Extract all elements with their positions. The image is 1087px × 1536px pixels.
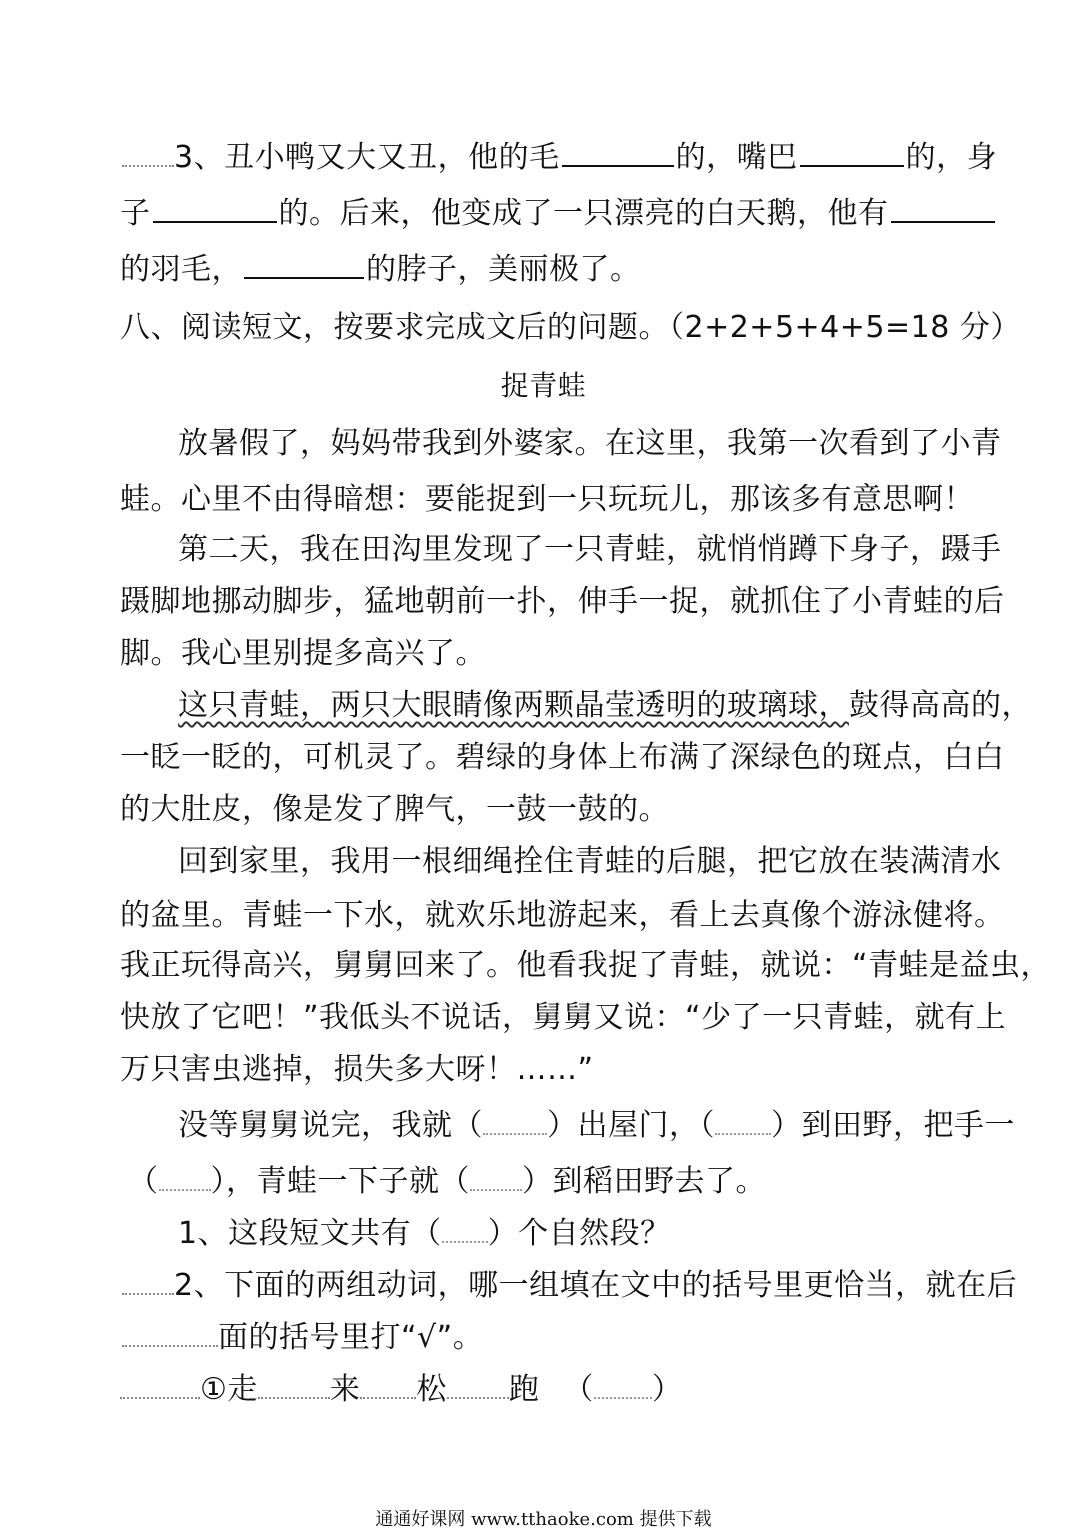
text-line: 的大肚皮，像是发了脾气，一鼓一鼓的。 [120,792,669,827]
answer-blank[interactable] [800,139,904,167]
paragraph-2-line-1 [0,530,1087,570]
option-paren-close: ） [651,1372,683,1407]
text-line: 第二天，我在田沟里发现了一只青蛙，就悄悄蹲下身子，蹑手 [178,532,1002,567]
q1-text-a: 1、这段短文共有（ [178,1216,442,1251]
answer-blank[interactable] [153,195,277,223]
paragraph-1-line-2 [0,480,1087,520]
text-line: ）到稻田野去了。 [522,1164,766,1199]
q3-text-b: 的，嘴巴 [675,140,798,175]
text-line: 的盆里。青蛙一下水，就欢乐地游起来，看上去真像个游泳健将。 [120,898,1005,933]
check-blank[interactable] [594,1377,652,1399]
paragraph-2-line-3 [0,634,1087,674]
spacer-dots [258,1373,330,1399]
indent-dots [122,1321,218,1347]
question-3-line-1 [0,138,1087,178]
text-line: 脚。我心里别提多高兴了。 [120,636,486,671]
story-title [0,366,1087,406]
option-word: 来 [329,1372,361,1407]
text-line: ），青蛙一下子就（ [210,1164,470,1199]
story-title-text: 捉青蛙 [500,369,587,402]
paragraph-3-line-1 [0,686,1087,726]
answer-blank[interactable] [562,139,674,167]
q3-text-d: 子 [120,196,151,231]
paren-blank[interactable] [470,1169,522,1191]
paragraph-2-line-2 [0,582,1087,622]
text-line: （ [128,1164,159,1199]
paragraph-5-line-2 [0,1162,1087,1202]
paragraph-4-line-3 [0,946,1087,986]
paragraph-3-line-3 [0,790,1087,830]
paren-blank[interactable] [483,1113,547,1135]
option-1 [0,1370,1087,1410]
indent-dots [122,1269,174,1295]
paren-blank[interactable] [715,1113,771,1135]
q2-text: 面的括号里打“√”。 [218,1320,484,1355]
paragraph-4-line-2 [0,896,1087,936]
q3-text-f: 的羽毛， [120,252,242,287]
text-line: 回到家里，我用一根细绳拴住青蛙的后腿，把它放在装满清水 [178,844,1002,879]
option-word: ①走 [200,1372,258,1407]
paragraph-4-line-4 [0,998,1087,1038]
q3-text-a: 3、丑小鸭又大又丑，他的毛 [174,140,560,175]
spacer-dots [360,1373,416,1399]
question-3-line-3 [0,250,1087,290]
option-word: 跑 [508,1372,540,1407]
answer-blank[interactable] [891,195,995,223]
text-line: 我正玩得高兴，舅舅回来了。他看我捉了青蛙，就说：“青蛙是益虫， [120,948,1052,983]
option-word: 松 [416,1372,447,1407]
question-3-line-2 [0,194,1087,234]
text-line: 蛙。心里不由得暗想：要能捉到一只玩玩儿，那该多有意思啊！ [120,482,974,517]
text-line: 没等舅舅说完，我就（ [178,1108,483,1143]
paragraph-3-line-2 [0,738,1087,778]
text-line: ）到田野，把手一 [771,1108,1015,1143]
q3-text-e: 的。后来，他变成了一只漂亮的白天鹅，他有 [278,196,889,231]
q3-text-g: 的脖子，美丽极了。 [366,252,641,287]
question-2-line-1 [0,1266,1087,1306]
question-2-line-2 [0,1318,1087,1358]
text-line: 蹑脚地挪动脚步，猛地朝前一扑，伸手一捉，就抓住了小青蛙的后 [120,584,1005,619]
underlined-sentence: 这只青蛙，两只大眼睛像两颗晶莹透明的玻璃球， [178,688,849,723]
indent-dots [122,141,174,167]
option-paren-open: （ [563,1372,594,1407]
paragraph-4-line-1 [0,842,1087,882]
paragraph-4-line-5 [0,1050,1087,1090]
paragraph-1-line-1 [0,424,1087,464]
text-line: 一眨一眨的，可机灵了。碧绿的身体上布满了深绿色的斑点，白白 [120,740,1005,775]
text-line: ）出屋门，（ [547,1108,715,1143]
text-line: 万只害虫逃掉，损失多大呀！……” [120,1052,594,1087]
spacer-dots [447,1373,509,1399]
paragraph-5-line-1 [0,1106,1087,1146]
section-8-heading [0,308,1087,348]
section-heading-text: 八、阅读短文，按要求完成文后的问题。（2+2+5+4+5=18 分） [120,310,1021,345]
text-line: 快放了它吧！”我低头不说话，舅舅又说：“少了一只青蛙，就有上 [120,1000,1007,1035]
text-line: 放暑假了，妈妈带我到外婆家。在这里，我第一次看到了小青 [178,426,1002,461]
question-1 [0,1214,1087,1254]
indent-dots [120,1373,200,1399]
page-footer: 通通好课网 www.tthaoke.com 提供下载 [375,1509,712,1530]
q3-text-c: 的，身 [905,140,998,175]
answer-blank[interactable] [244,251,364,279]
paren-blank[interactable] [159,1169,211,1191]
q1-text-b: ）个自然段？ [487,1216,671,1251]
text-line: 鼓得高高的， [849,688,1032,723]
q2-text: 2、下面的两组动词，哪一组填在文中的括号里更恰当，就在后 [174,1268,1018,1303]
paren-blank[interactable] [442,1221,488,1243]
